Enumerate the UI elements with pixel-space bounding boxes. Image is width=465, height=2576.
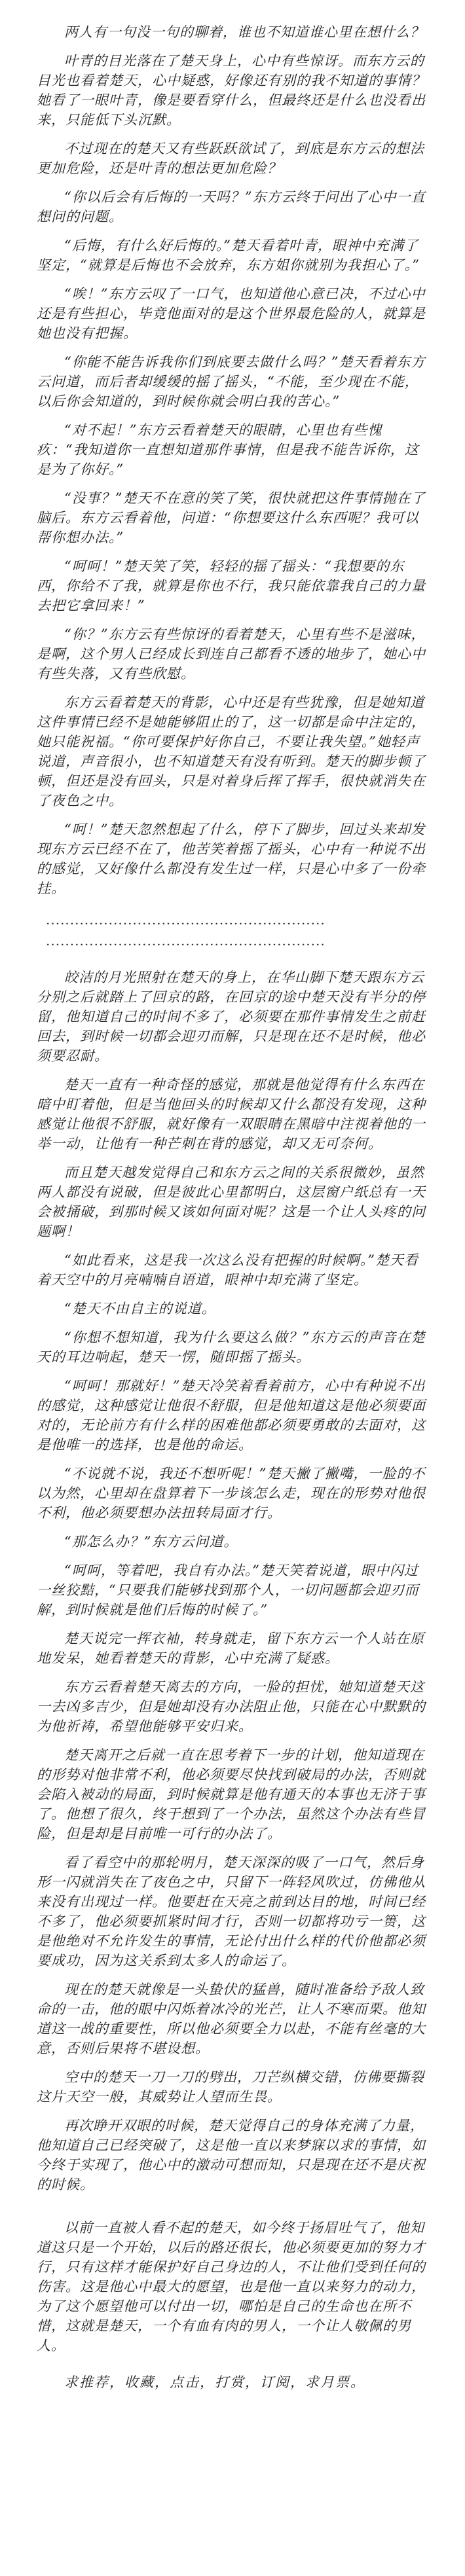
paragraph: “呵！”楚天忽然想起了什么，停下了脚步，回过头来却发现东方云已经不在了，他苦笑着摇了摇头，心中有一种说不出的感觉，又好像什么都没有发生过一样，只是心中多了一份牵挂。	[37, 822, 426, 896]
paragraph: 看了看空中的那轮明月，楚天深深的吸了一口气，然后身形一闪就消失在了夜色之中，只留下一阵轻风吹过，仿佛他从来没有出现过一样。他要赶在天亮之前到达目的地，时间已经不多了，他必须要抓紧时间才行，否则一切都将功亏一篑，这是他绝对不允许发生的事情，无论付出什么样的代价他都必须要成功，因为这关系到太多人的命运了。	[37, 1855, 426, 1968]
paragraph: 叶青的目光落在了楚天身上，心中有些惊讶。而东方云的目光也看着楚天，心中疑惑，好像还有别的我不知道的事情？她看了一眼叶青，像是要看穿什么，但最终还是什么也没看出来，只能低下头沉默。	[37, 53, 426, 128]
paragraph: 东方云看着楚天离去的方向，一脸的担忧，她知道楚天这一去凶多吉少，但是她却没有办法阻止他，只能在心中默默的为他祈祷，希望他能够平安归来。	[37, 1679, 426, 1734]
paragraph: “楚天不由自主的说道。	[64, 1301, 216, 1316]
paragraph: “后悔，有什么好后悔的。”楚天看着叶青，眼神中充满了坚定，“就算是后悔也不会放弃，东方姐你就别为我担心了。”	[37, 238, 420, 273]
paragraph: 再次睁开双眼的时候，楚天觉得自己的身体充满了力量，他知道自己已经突破了，这是他一直以来梦寐以求的事情，如今终于实现了，他心中的激动可想而知，只是现在还不是庆祝的时候。	[37, 2118, 426, 2192]
paragraph: 以前一直被人看不起的楚天，如今终于扬眉吐气了，他知道这只是一个开始，以后的路还很长，他必须要更加的努力才行，只有这样才能保护好自己身边的人，不让他们受到任何的伤害。这是他心中最大的愿望，也是他一直以来努力的动力，为了这个愿望他可以付出一切，哪怕是自己的生命也在所不惜，这就是楚天，一个有血有肉的男人，一个让人敬佩的男人。	[37, 2220, 426, 2353]
section-divider: ..........................................................	[46, 933, 326, 949]
paragraph: “你想不想知道，我为什么要这么做？”东方云的声音在楚天的耳边响起，楚天一愣，随即摇了摇头。	[37, 1330, 426, 1365]
paragraph: “你？”东方云有些惊讶的看着楚天，心里有些不是滋味，是啊，这个男人已经成长到连自己都看不透的地步了，她心中有些失落，又有些欣慰。	[37, 626, 426, 681]
paragraph: “没事？”楚天不在意的笑了笑，很快就把这件事情抛在了脑后。东方云看着他，问道：“你想要这什么东西呢？我可以帮你想办法。”	[37, 490, 426, 545]
paragraph: 现在的楚天就像是一头蛰伏的猛兽，随时准备给予敌人致命的一击，他的眼中闪烁着冰冷的光芒，让人不寒而栗。他知道这一战的重要性，所以他必须要全力以赴，不能有丝毫的大意，否则后果将不堪设想。	[37, 1982, 426, 2056]
paragraph: “呵呵！”楚天笑了笑，轻轻的摇了摇头：“我想要的东西，你给不了我，就算是你也不行，我只能依靠我自己的力量去把它拿回来！”	[37, 558, 426, 613]
paragraph: “呵呵，等着吧，我自有办法。”楚天笑着说道，眼中闪过一丝狡黠，“只要我们能够找到那个人，一切问题都会迎刃而解，到时候就是他们后悔的时候了。”	[37, 1563, 419, 1618]
paragraph: 空中的楚天一刀一刀的劈出，刀芒纵横交错，仿佛要撕裂这片天空一般，其威势让人望而生畏。	[37, 2069, 424, 2105]
paragraph: “呵呵！那就好！”楚天冷笑着看着前方，心中有种说不出的感觉，这种感觉让他很不舒服，但是他知道这是他必须要面对的，无论前方有什么样的困难他都必须要勇敢的去面对，这是他唯一的选择，也是他的命运。	[37, 1378, 426, 1453]
paragraph: “不说就不说，我还不想听呢！”楚天撇了撇嘴，一脸的不以为然，心里却在盘算着下一步该怎么走，现在的形势对他很不利，他必须要想办法扭转局面才行。	[37, 1466, 426, 1521]
paragraph: 两人有一句没一句的聊着，谁也不知道谁心里在想什么？	[64, 24, 424, 40]
paragraph: 不过现在的楚天又有些跃跃欲试了，到底是东方云的想法更加危险，还是叶青的想法更加危险？	[37, 141, 424, 176]
paragraph: “你以后会有后悔的一天吗？”东方云终于问出了心中一直想问的问题。	[37, 189, 426, 225]
paragraph: “对不起！”东方云看着楚天的眼睛，心里也有些愧疚：“我知道你一直想知道那件事情，但是我不能告诉你，这是为了你好。”	[37, 422, 419, 477]
paragraph: 楚天说完一挥衣袖，转身就走，留下东方云一个人站在原地发呆，她看着楚天的背影，心中充满了疑惑。	[37, 1631, 424, 1666]
paragraph: 东方云看着楚天的背影，心中还是有些犹豫，但是她知道这件事情已经不是她能够阻止的了，这一切都是命中注定的，她只能祝福。“你可要保护好你自己，不要让我失望。”她轻声说道，声音很小，也不知道楚天有没有听到。楚天的脚步顿了顿，但还是没有回头，只是对着身后挥了挥手，很快就消失在了夜色之中。	[37, 695, 426, 808]
paragraph: 皎洁的月光照射在楚天的身上，在华山脚下楚天跟东方云分别之后就踏上了回京的路，在回京的途中楚天没有半分的停留，他知道自己的时间不多了，必须要在那件事情发生之前赶回去，到时候一切都会迎刃而解，只是现在还不是时候，他必须要忍耐。	[37, 970, 426, 1064]
paragraph: 楚天一直有一种奇怪的感觉，那就是他觉得有什么东西在暗中盯着他，但是当他回头的时候却又什么都没有发现，这种感觉让他很不舒服，就好像有一双眼睛在黑暗中注视着他的一举一动，让他有一种芒刺在背的感觉，却又无可奈何。	[37, 1077, 426, 1152]
closing-request-line: 求推荐，收藏，点击，打赏，订阅，求月票。	[64, 2374, 365, 2390]
paragraph: “如此看来，这是我一次这么没有把握的时候啊。”楚天看着天空中的月亮喃喃自语道，眼神中却充满了坚定。	[37, 1252, 418, 1288]
paragraph: “你能不能告诉我你们到底要去做什么吗？”楚天看着东方云问道，而后者却缓缓的摇了摇头，“不能，至少现在不能，以后你会知道的，到时候你就会明白我的苦心。”	[37, 354, 426, 409]
section-divider: ..........................................................	[46, 912, 326, 928]
paragraph: 而且楚天越发觉得自己和东方云之间的关系很微妙，虽然两人都没有说破，但是彼此心里都明白，这层窗户纸总有一天会被捅破，到那时候又该如何面对呢？这是一个让人头疼的问题啊！	[37, 1165, 426, 1239]
paragraph: “那怎么办？”东方云问道。	[64, 1534, 238, 1550]
paragraph: 楚天离开之后就一直在思考着下一步的计划，他知道现在的形势对他非常不利，他必须要尽快找到破局的办法，否则就会陷入被动的局面，到时候就算是他有通天的本事也无济于事了。他想了很久，终于想到了一个办法，虽然这个办法有些冒险，但是却是目前唯一可行的办法了。	[37, 1747, 426, 1841]
paragraph: “唉！”东方云叹了一口气，也知道他心意已决，不过心中还是有些担心，毕竟他面对的是这个世界最危险的人，就算是她也没有把握。	[37, 286, 426, 341]
